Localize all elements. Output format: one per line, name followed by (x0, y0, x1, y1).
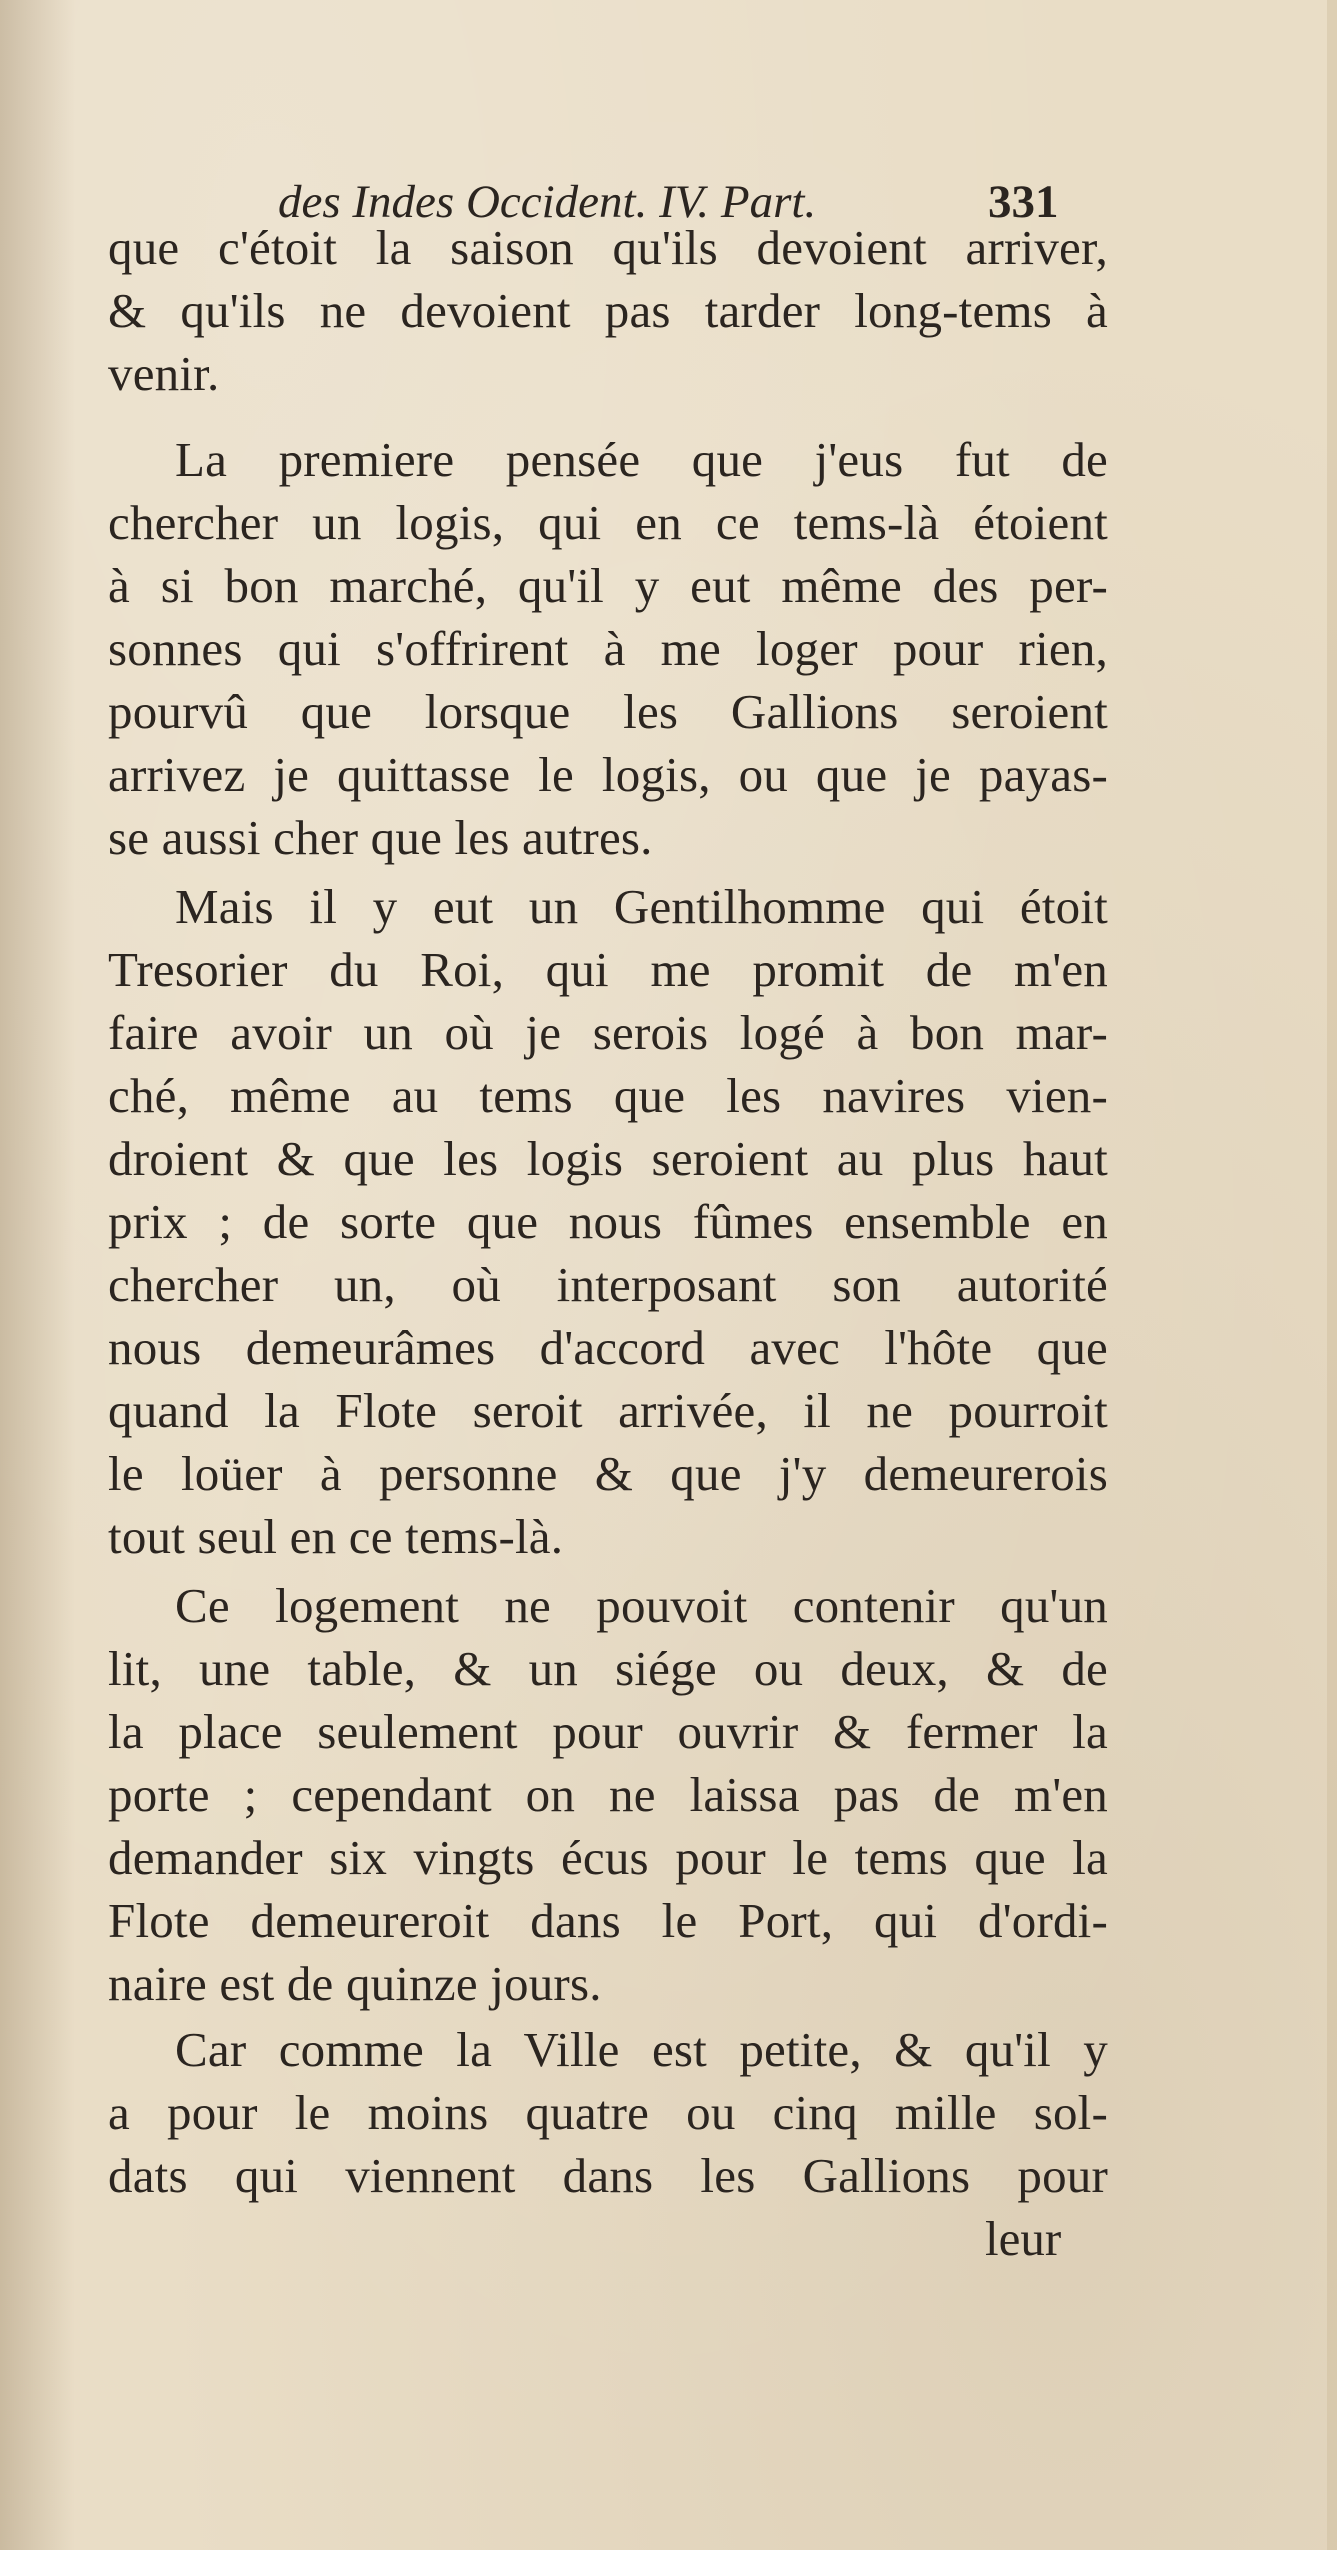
text-line: se aussi cher que les autres. (108, 810, 653, 865)
text-line: faire avoir un où je serois logé à bon mar- (108, 1005, 1108, 1060)
text-line: arrivez je quittasse le logis, ou que je payas- (108, 747, 1108, 802)
text-line: sonnes qui s'offrirent à me loger pour rien, (108, 621, 1108, 676)
text-line: pourvû que lorsque les Gallions seroient (108, 684, 1108, 739)
text-line: porte ; cependant on ne laissa pas de m'en (108, 1767, 1108, 1822)
text-line: tout seul en ce tems-là. (108, 1509, 564, 1564)
text-line: ché, même au tems que les navires vien- (108, 1068, 1108, 1123)
catchword: leur (985, 2211, 1062, 2266)
text-line: Mais il y eut un Gentilhomme qui étoit (175, 879, 1108, 934)
text-line: Flote demeureroit dans le Port, qui d'ordi- (108, 1893, 1108, 1948)
text-line: la place seulement pour ouvrir & fermer la (108, 1704, 1108, 1759)
text-line: prix ; de sorte que nous fûmes ensemble en (108, 1194, 1108, 1249)
text-line: chercher un logis, qui en ce tems-là étoient (108, 495, 1108, 550)
text-line: Car comme la Ville est petite, & qu'il y (175, 2022, 1108, 2077)
text-line: Ce logement ne pouvoit contenir qu'un (175, 1578, 1108, 1633)
text-line: lit, une table, & un siége ou deux, & de (108, 1641, 1108, 1696)
text-line: La premiere pensée que j'eus fut de (175, 432, 1108, 487)
text-line: chercher un, où interposant son autorité (108, 1257, 1108, 1312)
running-title: des Indes Occident. IV. Part. (278, 176, 817, 228)
text-line: à si bon marché, qu'il y eut même des per- (108, 558, 1108, 613)
text-line: demander six vingts écus pour le tems que la (108, 1830, 1108, 1885)
text-line: que c'étoit la saison qu'ils devoient arriver, (108, 220, 1108, 275)
text-line: dats qui viennent dans les Gallions pour (108, 2148, 1108, 2203)
page-number: 331 (988, 176, 1059, 228)
text-line: le loüer à personne & que j'y demeurerois (108, 1446, 1108, 1501)
text-line: nous demeurâmes d'accord avec l'hôte que (108, 1320, 1108, 1375)
text-line: droient & que les logis seroient au plus haut (108, 1131, 1108, 1186)
text-line: Tresorier du Roi, qui me promit de m'en (108, 942, 1108, 997)
text-line: naire est de quinze jours. (108, 1956, 602, 2011)
text-line: venir. (108, 346, 220, 401)
text-line: quand la Flote seroit arrivée, il ne pourroit (108, 1383, 1108, 1438)
text-line: & qu'ils ne devoient pas tarder long-tems à (108, 283, 1108, 338)
text-line: a pour le moins quatre ou cinq mille sol- (108, 2085, 1108, 2140)
